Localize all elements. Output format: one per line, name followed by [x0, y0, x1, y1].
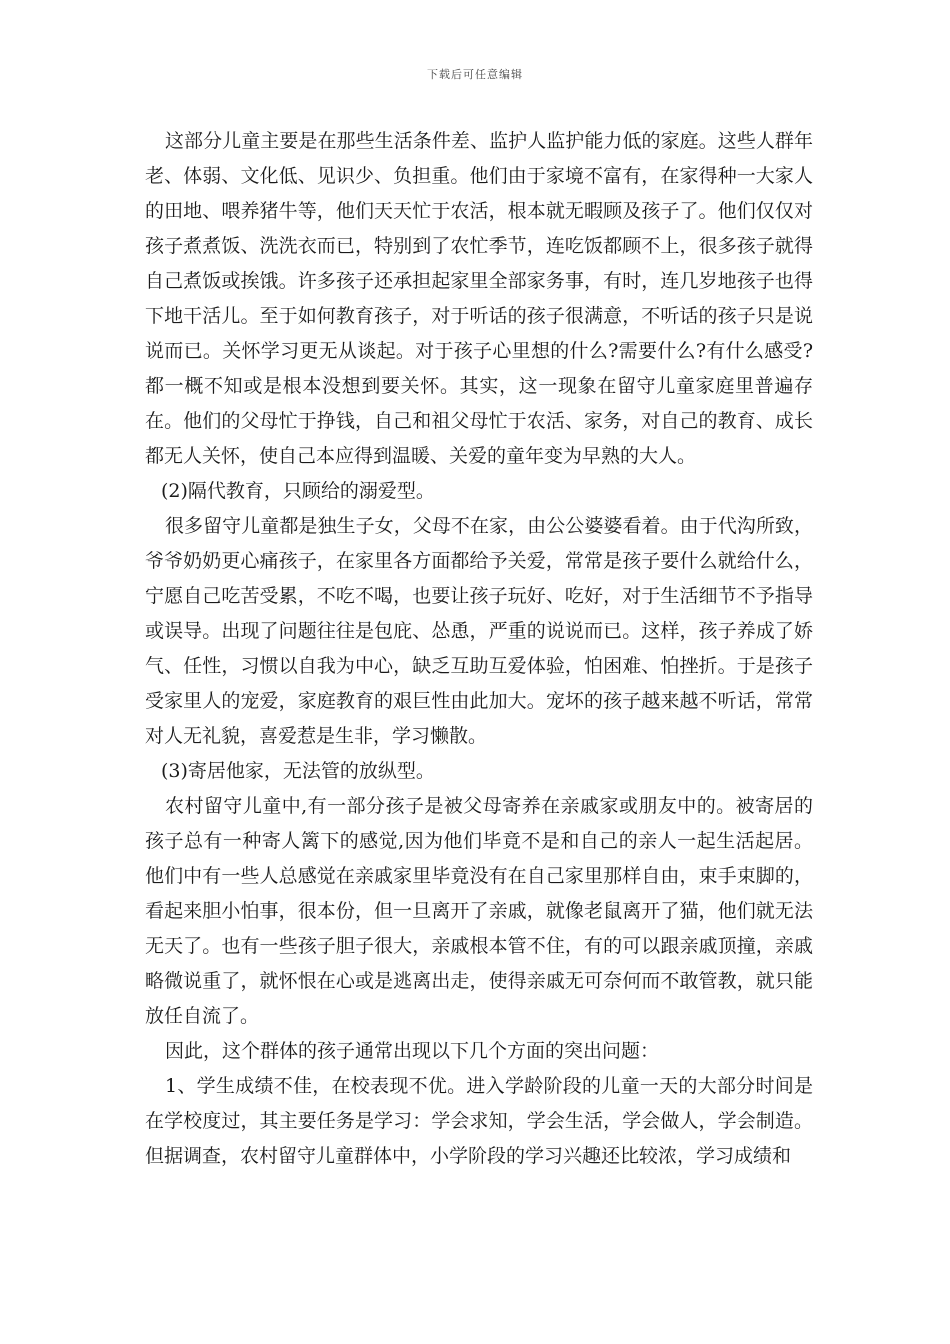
paragraph-doting: 很多留守儿童都是独生子女，父母不在家，由公公婆婆看着。由于代沟所致，爷爷奶奶更心痛孩子，在家里各方面都给予关爱，常常是孩子要什么就给什么，宁愿自己吃苦受累，不吃不喝，也要让孩子玩好、吃好，对于生活细节不予指导或误导。出现了问题往往是包庇、怂恿，严重的说说而已。这样，孩子养成了娇气、任性，习惯以自我为中心，缺乏互助互爱体验，怕困难、怕挫折。于是孩子受家里人的宠爱，家庭教育的艰巨性由此加大。宠坏的孩子越来越不听话，常常对人无礼貌，喜爱惹是生非，学习懒散。: [145, 515, 813, 747]
page-header: 下载后可任意编辑: [427, 68, 523, 81]
paragraph-problem-1: 1、学生成绩不佳，在校表现不优。进入学龄阶段的儿童一天的大部分时间是在学校度过，其主要任务是学习：学会求知，学会生活，学会做人，学会制造。但据调查，农村留守儿童群体中，小学阶段的学习兴趣还比较浓，学习成绩和: [145, 1075, 813, 1167]
section-heading-2: (2)隔代教育，只顾给的溺爱型。: [161, 480, 435, 502]
paragraph-problems-intro: 因此，这个群体的孩子通常出现以下几个方面的突出问题：: [165, 1040, 660, 1062]
section-heading-3: (3)寄居他家，无法管的放纵型。: [161, 760, 435, 782]
paragraph-relatives: 农村留守儿童中,有一部分孩子是被父母寄养在亲戚家或朋友中的。被寄居的孩子总有一种寄人篱下的感觉,因为他们毕竟不是和自己的亲人一起生活起居。他们中有一些人总感觉在亲戚家里毕竟没有在自己家里那样自由，束手束脚的，看起来胆小怕事，很本份，但一旦离开了亲戚，就像老鼠离开了猫，他们就无法无天了。也有一些孩子胆子很大，亲戚根本管不住，有的可以跟亲戚顶撞，亲戚略微说重了，就怀恨在心或是逃离出走，使得亲戚无可奈何而不敢管教，就只能放任自流了。: [145, 795, 813, 1027]
paragraph-guardians: 这部分儿童主要是在那些生活条件差、监护人监护能力低的家庭。这些人群年老、体弱、文化低、见识少、负担重。他们由于家境不富有，在家得种一大家人的田地、喂养猪牛等，他们天天忙于农活，根本就无暇顾及孩子了。他们仅仅对孩子煮煮饭、洗洗衣而已，特别到了农忙季节，连吃饭都顾不上，很多孩子就得自己煮饭或挨饿。许多孩子还承担起家里全部家务事，有时，连几岁地孩子也得下地干活儿。至于如何教育孩子，对于听话的孩子很满意，不听话的孩子只是说说而已。关怀学习更无从谈起。对于孩子心里想的什么?需要什么?有什么感受?都一概不知或是根本没想到要关怀。其实，这一现象在留守儿童家庭里普遍存在。他们的父母忙于挣钱，自己和祖父母忙于农活、家务，对自己的教育、成长都无人关怀，使自己本应得到温暖、关爱的童年变为早熟的大人。: [145, 130, 813, 467]
document-body: [145, 124, 813, 1174]
